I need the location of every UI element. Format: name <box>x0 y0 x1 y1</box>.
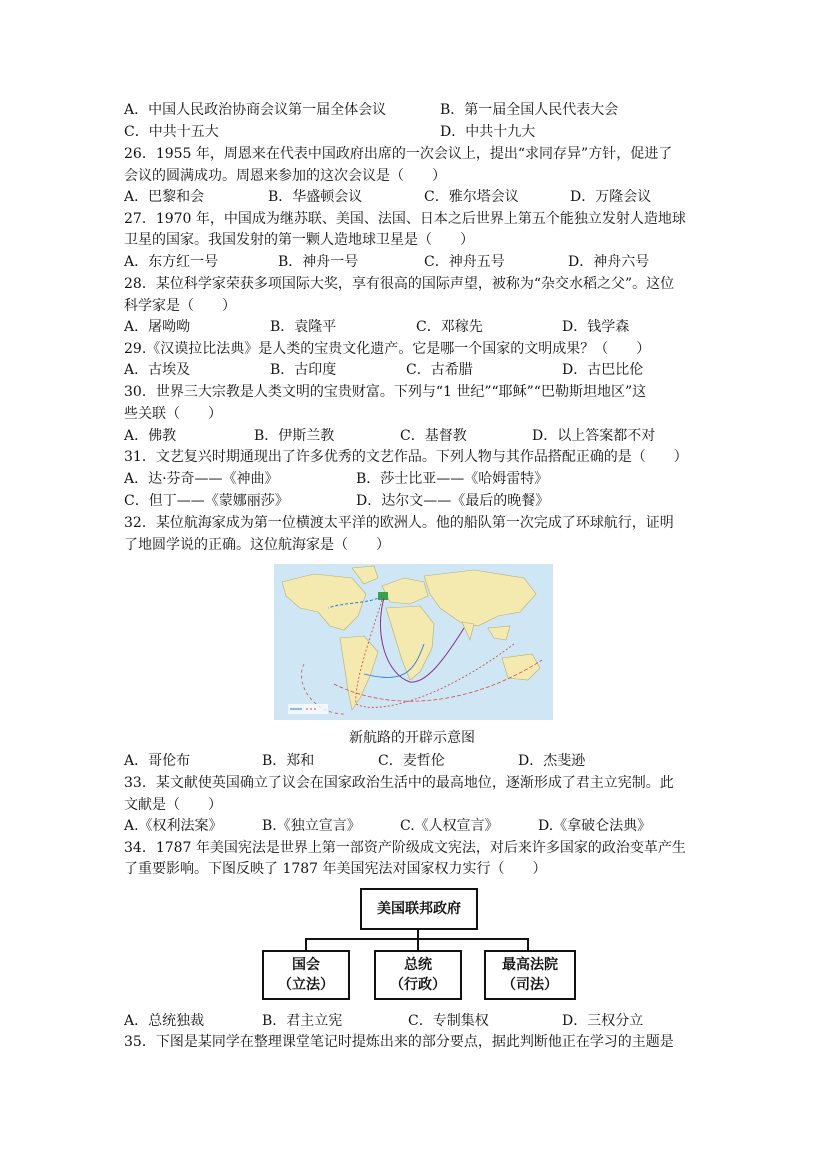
congress-label: 国会 <box>292 957 320 973</box>
q32-stem-line1: 32．某位航海家成为第一位横渡太平洋的欧洲人。他的船队第一次完成了环球航行，证明 <box>124 515 674 531</box>
q27-option-c: C．神舟五号 <box>424 254 505 270</box>
q30-option-b: B．伊斯兰教 <box>254 428 335 444</box>
q30-option-d: D．以上答案都不对 <box>532 428 656 444</box>
q32-option-b: B．郑和 <box>262 753 315 769</box>
q35-stem-line1: 35．下图是某同学在整理课堂笔记时提炼出来的部分要点，据此判断他正在学习的主题是 <box>124 1034 674 1050</box>
president-label: 总统 <box>404 957 432 973</box>
q26-option-d: D．万隆会议 <box>570 189 652 205</box>
q31-option-d: D．达尔文——《最后的晚餐》 <box>356 493 550 509</box>
q31-option-a: A．达·芬奇——《神曲》 <box>124 471 279 487</box>
supreme-court-box <box>484 950 576 1000</box>
q34-option-b: B．君主立宪 <box>262 1013 343 1029</box>
legislative-label: （立法） <box>278 977 334 993</box>
q34-stem-line2: 了重要影响。下图反映了 1787 年美国宪法对国家权力实行（ ） <box>124 861 547 877</box>
q28-option-b: B．袁隆平 <box>270 319 337 335</box>
q27-option-d: D．神舟六号 <box>568 254 650 270</box>
connector-left <box>305 938 307 950</box>
executive-label: （行政） <box>390 977 446 993</box>
q25-option-b: B．第一届全国人民代表大会 <box>440 102 619 118</box>
q30-option-c: C．基督教 <box>400 428 467 444</box>
q26-option-a: A．巴黎和会 <box>124 189 205 205</box>
q27-stem-line1: 27．1970 年，中国成为继苏联、美国、法国、日本之后世界上第五个能独立发射人造地球 <box>124 211 686 227</box>
q29-stem-line1: 29.《汉谟拉比法典》是人类的宝贵文化遗产。它是哪一个国家的文明成果？（ ） <box>124 341 651 357</box>
q26-stem-line2: 会议的圆满成功。周恩来参加的这次会议是（ ） <box>124 168 446 184</box>
q28-stem-line1: 28．某位科学家荣获多项国际大奖，享有很高的国际声望，被称为“杂交水稻之父”。这位 <box>124 276 675 292</box>
q28-stem-line2: 科学家是（ ） <box>124 298 236 314</box>
q26-option-b: B．华盛顿会议 <box>268 189 363 205</box>
president-box <box>374 950 462 1000</box>
q34-option-d: D．三权分立 <box>562 1013 644 1029</box>
q33-stem-line1: 33．某文献使英国确立了议会在国家政治生活中的最高地位，逐渐形成了君主立宪制。此 <box>124 775 674 791</box>
separation-of-powers-diagram <box>262 888 578 1000</box>
q25-option-c: C．中共十五大 <box>124 124 219 140</box>
q29-option-d: D．古巴比伦 <box>562 362 644 378</box>
q28-option-c: C．邓稼先 <box>416 319 483 335</box>
congress-box <box>262 950 350 1000</box>
q34-option-c: C．专制集权 <box>408 1013 489 1029</box>
world-map-illustration <box>274 564 553 720</box>
federal-government-label: 美国联邦政府 <box>377 901 461 917</box>
q28-option-d: D．钱学森 <box>562 319 630 335</box>
q28-option-a: A．屠呦呦 <box>124 319 191 335</box>
federal-government-box <box>360 888 478 930</box>
q32-stem-line2: 了地圆学说的正确。这位航海家是（ ） <box>124 537 390 553</box>
connector-bar <box>305 938 527 940</box>
q27-option-b: B．神舟一号 <box>278 254 359 270</box>
q29-option-c: C．古希腊 <box>406 362 473 378</box>
q33-option-d: D.《拿破仑法典》 <box>538 818 652 834</box>
q30-option-a: A．佛教 <box>124 428 177 444</box>
q33-option-a: A.《权利法案》 <box>124 818 223 834</box>
connector-middle <box>417 938 419 950</box>
q33-stem-line2: 文献是（ ） <box>124 797 222 813</box>
q31-option-b: B．莎士比亚——《哈姆雷特》 <box>356 471 549 487</box>
q26-stem-line1: 26．1955 年，周恩来在代表中国政府出席的一次会议上，提出“求同存异”方针，促进了 <box>124 146 673 162</box>
judicial-label: （司法） <box>502 977 558 993</box>
q31-stem-line1: 31．文艺复兴时期通现出了许多优秀的文艺作品。下列人物与其作品搭配正确的是（ ） <box>124 449 688 465</box>
q34-option-a: A．总统独裁 <box>124 1013 205 1029</box>
new-sea-routes-map <box>274 564 553 720</box>
q29-option-a: A．古埃及 <box>124 362 191 378</box>
connector-trunk <box>417 928 419 938</box>
q32-option-a: A．哥伦布 <box>124 753 191 769</box>
q32-option-d: D．杰斐逊 <box>518 753 586 769</box>
q25-option-d: D．中共十九大 <box>440 124 536 140</box>
q27-stem-line2: 卫星的国家。我国发射的第一颗人造地球卫星是（ ） <box>124 232 474 248</box>
q25-option-a: A．中国人民政治协商会议第一届全体会议 <box>124 102 387 118</box>
q26-option-c: C．雅尔塔会议 <box>424 189 519 205</box>
q29-option-b: B．古印度 <box>270 362 337 378</box>
q30-stem-line1: 30．世界三大宗教是人类文明的宝贵财富。下列与“1 世纪”“耶稣”“巴勒斯坦地区”这 <box>124 384 647 400</box>
supreme-court-label: 最高法院 <box>502 957 558 973</box>
q30-stem-line2: 些关联（ ） <box>124 406 222 422</box>
connector-right <box>527 938 529 950</box>
q33-option-c: C.《人权宣言》 <box>400 818 499 834</box>
q32-option-c: C．麦哲伦 <box>378 753 445 769</box>
q34-stem-line1: 34．1787 年美国宪法是世界上第一部资产阶级成文宪法，对后来许多国家的政治变革产生 <box>124 840 686 856</box>
q31-option-c: C．但丁——《蒙娜丽莎》 <box>124 493 289 509</box>
q33-option-b: B.《独立宣言》 <box>262 818 361 834</box>
map-caption: 新航路的开辟示意图 <box>349 730 475 746</box>
q27-option-a: A．东方红一号 <box>124 254 219 270</box>
